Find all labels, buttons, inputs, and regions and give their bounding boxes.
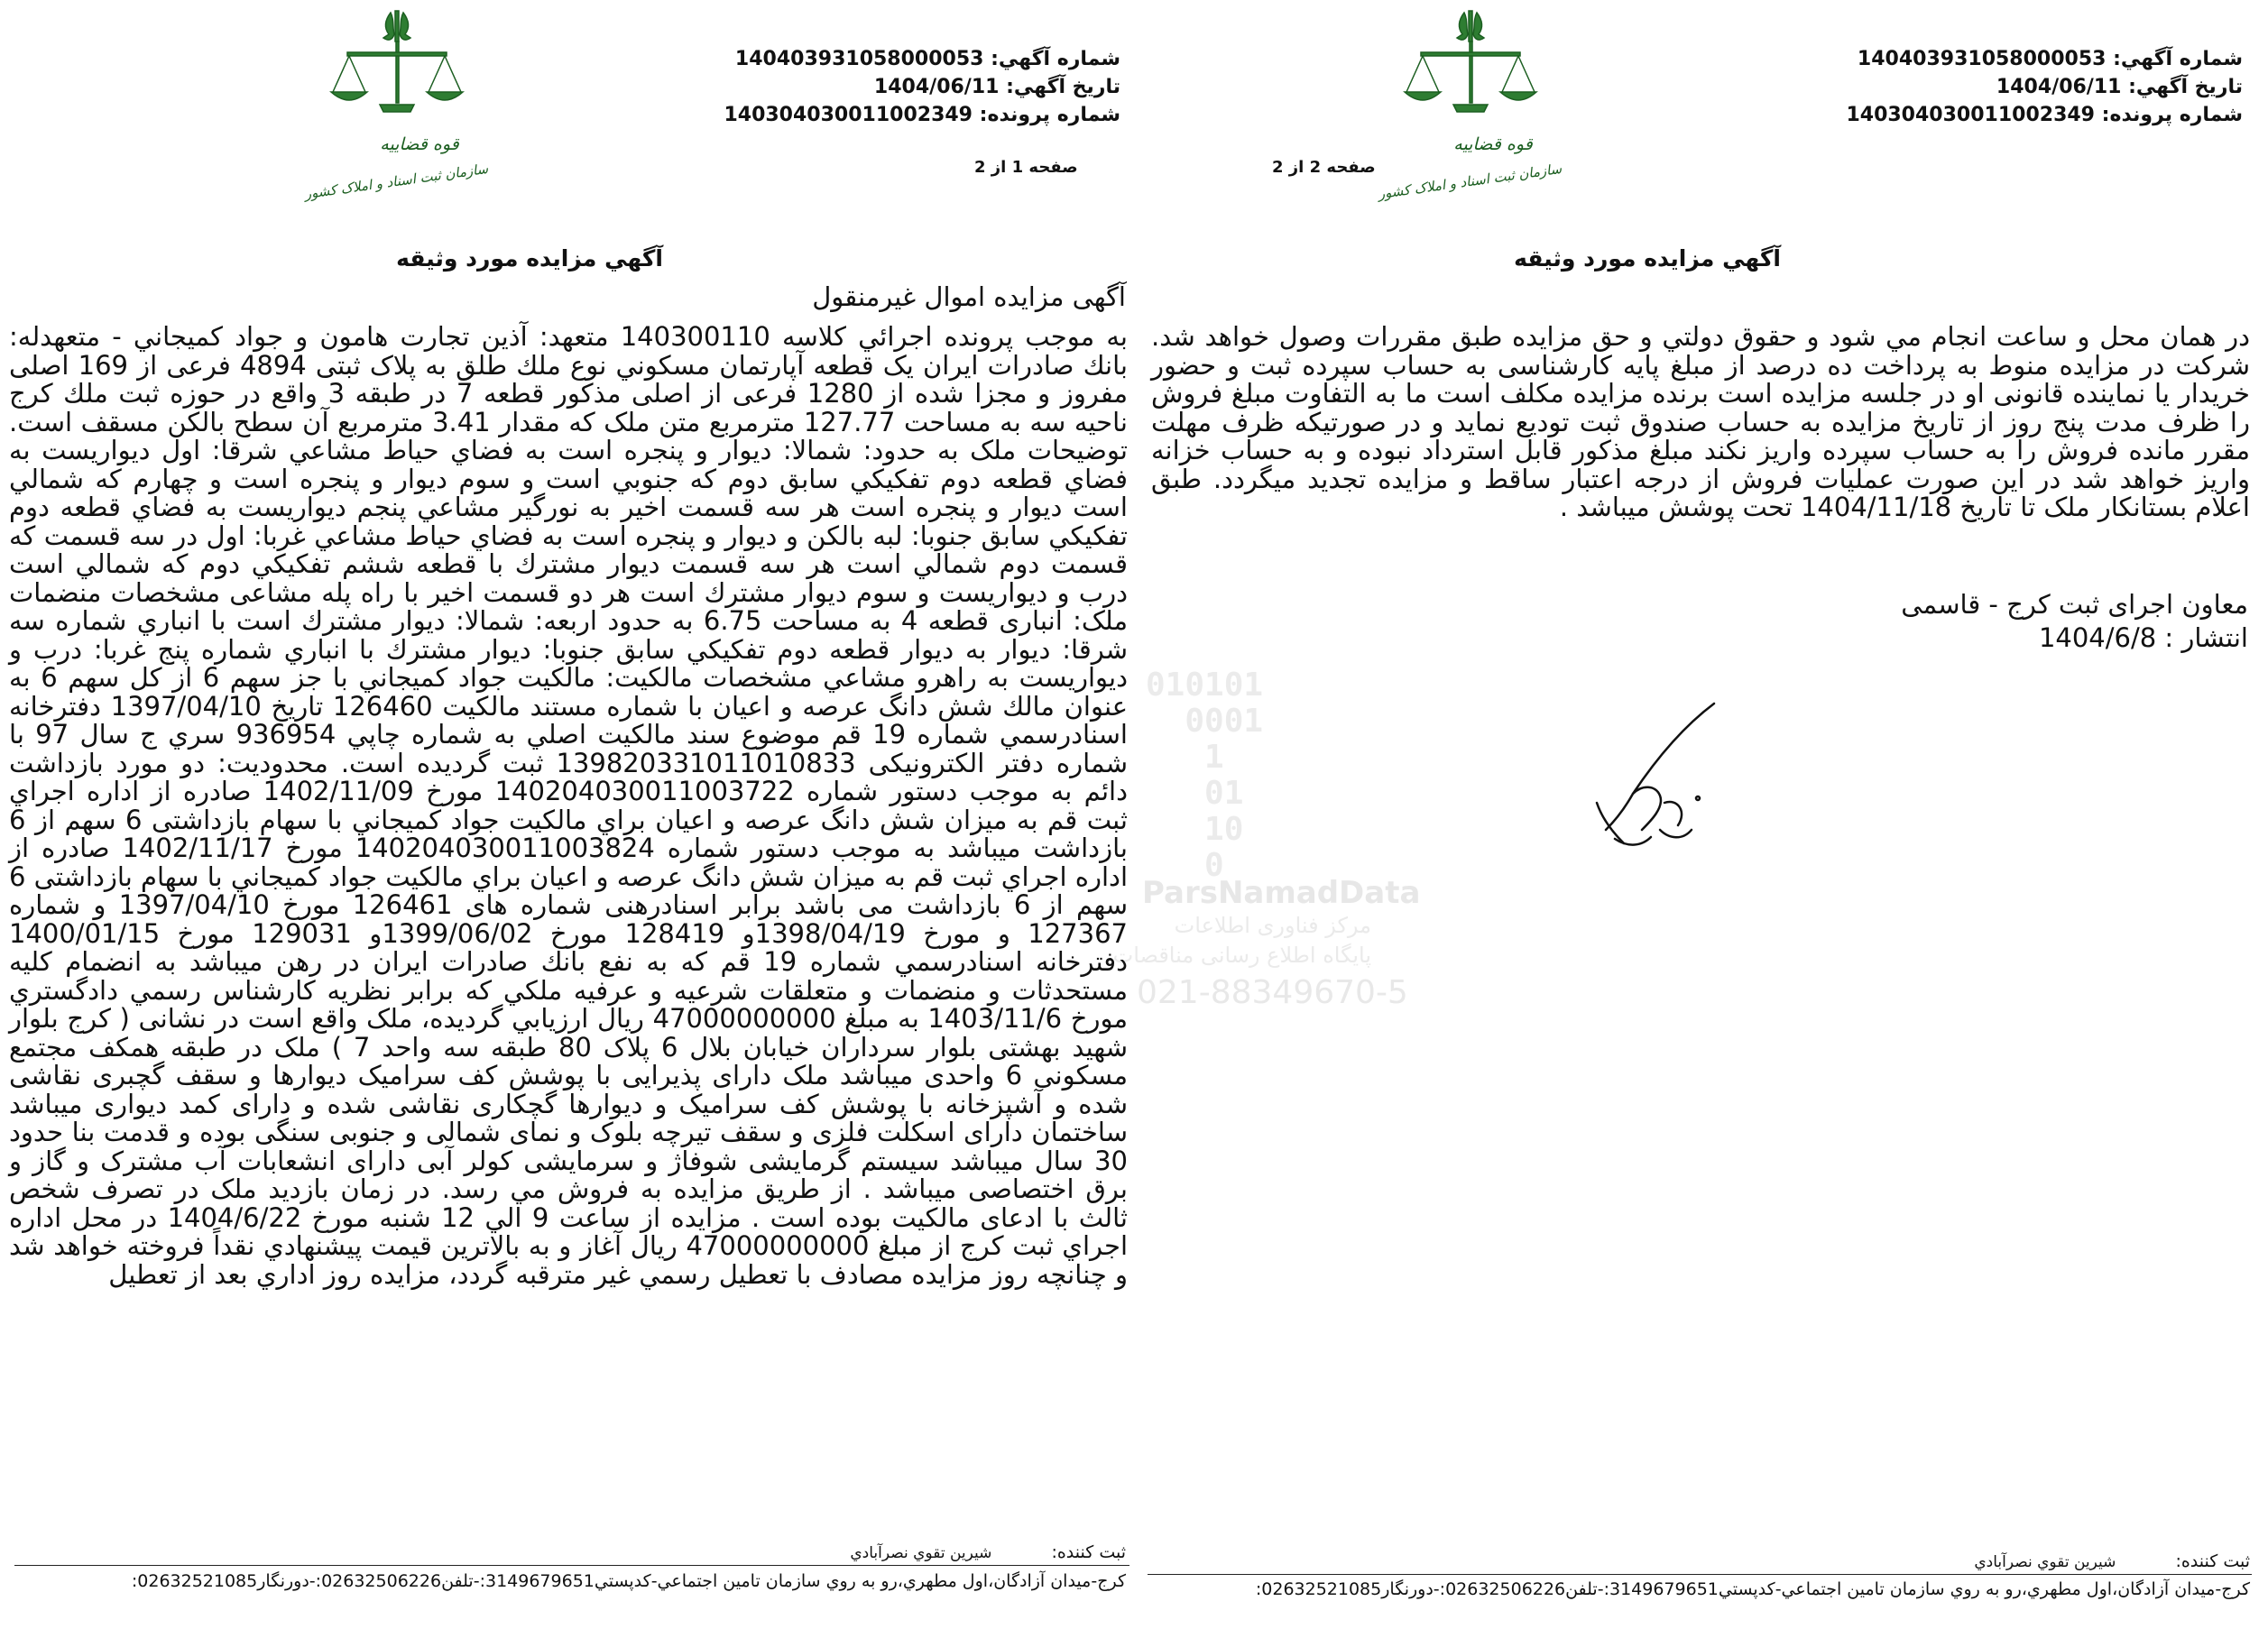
signoff-publish-date: انتشار : 1404/6/8 bbox=[2038, 622, 2248, 653]
notice-subtitle: آگهی مزایده اموال غیرمنقول bbox=[812, 281, 1126, 312]
notice-body-text: به موجب پرونده اجرائي كلاسه 140300110 متعهد: آذين تجارت هامون و جواد كميجاني - متعهدله: بانك صادرات ايران يک قطعه آپارتمان مسكوني نوع ملك طلق به پلاک ثبتی 4894 فرعی از 169 اصلی مفروز و مجزا شده از 1280 فرعی از اصلی مذکور قطعه 7 در طبقه 3 واقع در حوزه ثبت ملك كرج ناحيه سه به مساحت 127.77 مترمربع متن ملک که مقدار 3.41 مترمربع آن سطح بالکن مسقف است. توضيحات ملک به حدود: شمالا: ديوار و پنجره است به فضاي حياط مشاعي شرقا: اول ديواريست به فضاي قطعه دوم تفكيكي سابق دوم كه جنوبي است و سوم ديوار و پنجره است و چهارم كه شمالي است ديوار و پنجره است هر سه قسمت اخير به نورگير مشاعي پنجم ديواريست به فضاي قطعه دوم تفكيكي سابق جنوبا: لبه بالكن و ديوار و پنجره است به فضاي حياط مشاعي غربا: اول در سه قسمت كه قسمت دوم شمالي است هر سه قسمت ديوار مشترك با قطعه ششم تفكيكي دوم كه شمالي است درب و ديواريست و سوم ديوار مشترك است هر دو قسمت اخير با راه پله مشاعی مشخصات منضمات ملک: انباری قطعه 4 به مساحت 6.75 به حدود اربعه: شمالا: ديوار مشترك است با انباري شماره سه شرقا: ديوار به ديوار قطعه دوم تفكيكي سابق جنوبا: ديوار مشترك با انباري شماره پنج غربا: درب و ديواريست به راهرو مشاعي مشخصات مالكيت: مالكيت جواد كميجاني با جز سهم 6 از كل سهم 6 به عنوان مالك شش دانگ عرصه و اعيان با شماره مستند مالكيت 126460 تاريخ 1397/04/10 دفترخانه اسنادرسمي شماره 19 قم موضوع سند مالكيت اصلي به شماره چاپي 936954 سري ج سال 97 با شماره دفتر الكترونيكی 139820331011010833 ثبت گرديده است. محدوديت: دو مورد بازداشت دائم به موجب دستور شماره 140204030011003722 مورخ 1402/11/09 صادره از اداره اجراي ثبت قم به ميزان شش دانگ عرصه و اعيان براي مالكيت جواد كميجاني با سهام بازداشتی 6 سهم از 6 بازداشت ميباشد به موجب دستور شماره 140204030011003824 مورخ 1402/11/17 صادره از اداره اجراي ثبت قم به ميزان شش دانگ عرصه و اعيان براي مالكيت جواد كميجاني با سهام بازداشتی 6 سهم از 6 بازداشت می باشد برابر اسنادرهنی شماره های 126461 مورخ 1397/04/10 و شماره 127367 و مورخ 1398/04/19و 128419 مورخ 1399/06/02و 129031 مورخ 1400/01/15 دفترخانه اسنادرسمي شماره 19 قم كه به نفع بانك صادرات ايران در رهن ميباشد به انضمام كليه مستحدثات و منضمات و متعلقات شرعيه و عرفيه ملكي كه برابر نظريه كارشناس رسمي دادگستري مورخ 1403/11/6 به مبلغ 47000000000 ريال ارزيابي گرديده، ملک واقع است در نشانی ( کرج بلوار شهید بهشتی بلوار سرداران خیابان بلال 6 پلاک 80 طبقه سه واحد 7 ) ملک در طبقه همکف مجتمع مسکونی 6 واحدی میباشد ملک دارای پذیرایی با پوشش کف سرامیک دیوارها و سقف گچبری نقاشی شده و آشپزخانه با پوشش کف سرامیک و دیوارها گچکاری نقاشی شده و دارای کمد دیواری میباشد ساختمان دارای اسکلت فلزی و سقف تیرچه بلوک و نمای شمالی و جنوبی سنگی بوده و قدمت بنا حدود 30 سال میباشد سیستم گرمایشی شوفاژ و سرمایشی کولر آبی دارای انشعابات آب مشترک و گاز و برق اختصاصی میباشد . از طريق مزايده به فروش مي رسد. در زمان بازديد ملک در تصرف شخص ثالث با ادعای مالکیت بوده است . مزايده از ساعت 9 الي 12 شنبه مورخ 1404/6/22 در محل اداره اجراي ثبت كرج از مبلغ 47000000000 ريال آغاز و به بالاترين قيمت پيشنهادي نقداً فروخته خواهد شد و چنانچه روز مزايده مصادف با تعطيل رسمي غير مترقبه گردد، مزايده روز اداري بعد از تعطيل bbox=[9, 321, 1129, 1290]
emblem-graphic bbox=[303, 7, 490, 203]
signoff-official: معاون اجرای ثبت کرج - قاسمی bbox=[1901, 589, 2248, 620]
watermark-line-2: پایگاه اطلاع رسانی مناقصات bbox=[1112, 943, 1371, 968]
emblem-line-2: سازمان ثبت اسناد و املاک کشور bbox=[303, 160, 490, 203]
footer-address: كرج-ميدان آزادگان،اول مطهري،رو به روي سازمان تامين اجتماعي-كدپستي3149679651:-تلفن02632506226:-دورنگار02632521085: bbox=[131, 1571, 1126, 1591]
emblem-line-2: سازمان ثبت اسناد و املاک کشور bbox=[1377, 160, 1563, 203]
emblem-line-1: قوه قضاییه bbox=[380, 134, 459, 154]
registrar-name: شيرين تقوي نصرآبادي bbox=[850, 1544, 992, 1562]
file-number: شماره پرونده: 140304030011002349 bbox=[1846, 104, 2243, 126]
notice-title: آگهي مزايده مورد وثيقه bbox=[396, 245, 663, 271]
footer-divider bbox=[14, 1565, 1129, 1566]
header-meta bbox=[1846, 45, 2243, 129]
footer-divider bbox=[1148, 1574, 2252, 1575]
emblem-line-1: قوه قضاییه bbox=[1453, 134, 1533, 154]
notice-title: آگهي مزايده مورد وثيقه bbox=[1514, 245, 1781, 271]
footer-address: كرج-ميدان آزادگان،اول مطهري،رو به روي سازمان تامين اجتماعي-كدپستي3149679651:-تلفن02632506226:-دورنگار02632521085: bbox=[1255, 1579, 2250, 1599]
registrar-name: شيرين تقوي نصرآبادي bbox=[1974, 1553, 2116, 1571]
registrar-label: ثبت كننده: bbox=[2175, 1551, 2250, 1571]
signoff-block bbox=[1901, 588, 2248, 655]
page-number-label: صفحه 2 از 2 bbox=[1272, 158, 1376, 177]
registrar-label: ثبت كننده: bbox=[1051, 1542, 1126, 1562]
watermark-digits: 010101 0001 1 01 10 0 bbox=[1146, 667, 1264, 884]
notice-body-text: در همان محل و ساعت انجام مي شود و حقوق دولتي و حق مزايده طبق مقررات وصول خواهد شد. شركت در مزايده منوط به پرداخت ده درصد از مبلغ پايه كارشناسی به حساب سپرده ثبت و حضور خريدار يا نماينده قانونی او در جلسه مزايده است برنده مزايده مكلف است ما به التفاوت مبلغ فروش را ظرف مدت پنج روز از تاريخ مزايده به حساب صندوق ثبت توديع نمايد و در صورتيكه ظرف مهلت مقرر مانده فروش را به حساب سپرده واريز نكند مبلغ مذكور قابل استرداد نبوده و به حساب خزانه واريز خواهد شد در اين صورت عمليات فروش از درجه اعتبار ساقط و مزايده تجديد ميگردد. طبق اعلام بستانكار ملک تا تاريخ 1404/11/18 تحت پوشش ميباشد . bbox=[1151, 321, 2250, 522]
watermark-phone: 021-88349670-5 bbox=[1137, 974, 1408, 1011]
header-meta bbox=[724, 45, 1120, 129]
watermark-brand: ParsNamadData bbox=[1142, 875, 1421, 911]
ad-date: تاريخ آگهي: 1404/06/11 bbox=[873, 76, 1120, 98]
ad-number: شماره آگهي: 140403931058000053 bbox=[734, 48, 1120, 70]
judiciary-emblem-icon bbox=[1377, 7, 1563, 203]
page-number-label: صفحه 1 از 2 bbox=[974, 158, 1078, 177]
watermark-line-1: مرکز فناوری اطلاعات bbox=[1174, 913, 1371, 938]
file-number: شماره پرونده: 140304030011002349 bbox=[724, 104, 1120, 126]
emblem-graphic bbox=[1377, 7, 1563, 203]
watermark bbox=[1112, 667, 1421, 1011]
registrar-line bbox=[850, 1542, 1126, 1562]
judiciary-emblem-icon bbox=[303, 7, 490, 203]
signature-icon bbox=[1579, 695, 1732, 866]
ad-number: شماره آگهي: 140403931058000053 bbox=[1857, 48, 2243, 70]
registrar-line bbox=[1974, 1551, 2250, 1571]
ad-date: تاريخ آگهي: 1404/06/11 bbox=[1996, 76, 2243, 98]
